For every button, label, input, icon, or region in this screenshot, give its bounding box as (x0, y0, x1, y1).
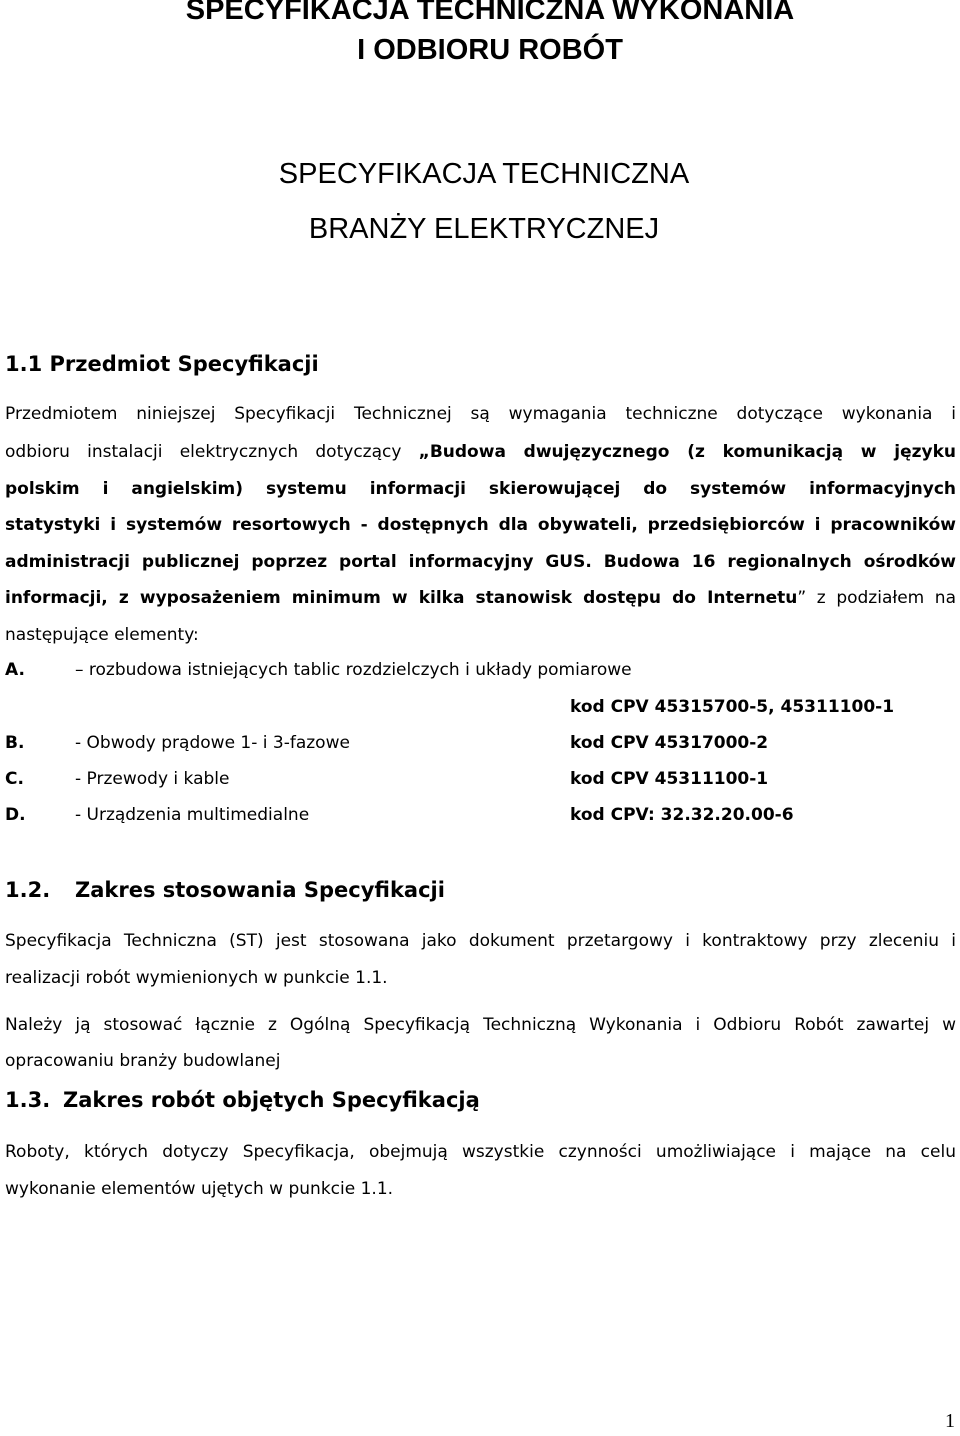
section-1-1-line2 (5, 434, 956, 470)
line6-bold-text: informacji, z wyposażeniem minimum w kilka stanowisk dostępu do Internetu (5, 588, 798, 608)
section-1-3-p1-line2: wykonanie elementów ujętych w punkcie 1.1. (5, 1179, 394, 1199)
item-b-text: - Obwody prądowe 1- i 3-fazowe (75, 733, 350, 753)
section-1-3-number: 1.3. (5, 1088, 51, 1112)
item-a-code: kod CPV 45315700-5, 45311100-1 (570, 697, 895, 717)
section-1-1-heading: 1.1 Przedmiot Specyfikacji (5, 352, 319, 376)
line2-bold-text: „Budowa dwujęzycznego (z komunikacją w języku (418, 442, 956, 462)
item-b-letter: B. (5, 733, 25, 753)
item-c-letter: C. (5, 769, 24, 789)
section-1-2-p1-line2: realizacji robót wymienionych w punkcie 1.1. (5, 968, 388, 988)
section-1-1-line5 (5, 544, 956, 580)
line5-bold-text: administracji publicznej poprzez portal informacyjny GUS. (5, 552, 592, 572)
document-subtitle-line1: SPECYFIKACJA TECHNICZNA (278, 158, 690, 190)
section-1-2-number: 1.2. (5, 878, 51, 902)
section-1-3-heading: Zakres robót objętych Specyfikacją (63, 1088, 480, 1112)
section-1-2-p2-line1: Należy ją stosować łącznie z Ogólną Specyfikacją Techniczną Wykonania i Odbioru Robót zawartej w (5, 1015, 956, 1035)
section-1-2-p2-line2: opracowaniu branży budowlanej (5, 1051, 281, 1071)
document-subtitle-line2: BRANŻY ELEKTRYCZNEJ (308, 213, 660, 245)
section-1-1-line1: Przedmiotem niniejszej Specyfikacji Technicznej są wymagania techniczne dotyczące wykonania i (5, 404, 956, 424)
item-d-letter: D. (5, 805, 26, 825)
document-title-line2: I ODBIORU ROBÓT (357, 34, 623, 66)
line6-normal-text: ” z podziałem na (797, 588, 956, 608)
section-1-2-p1-line1: Specyfikacja Techniczna (ST) jest stosowana jako dokument przetargowy i kontraktowy przy zleceniu i (5, 931, 956, 951)
section-1-1-line6 (5, 580, 956, 616)
item-c-text: - Przewody i kable (75, 769, 230, 789)
item-c-code: kod CPV 45311100-1 (570, 769, 769, 789)
document-title-line1: SPECYFIKACJA TECHNICZNA WYKONANIA (185, 0, 795, 26)
section-1-1-line4: statystyki i systemów resortowych - dostępnych dla obywateli, przedsiębiorców i pracowników (5, 515, 956, 535)
section-1-1-line7: następujące elementy: (5, 625, 199, 645)
section-1-3-p1-line1: Roboty, których dotyczy Specyfikacja, obejmują wszystkie czynności umożliwiające i mające na celu (5, 1142, 956, 1162)
line2-normal-text: odbioru instalacji elektrycznych dotyczący (5, 442, 419, 462)
item-d-code: kod CPV: 32.32.20.00-6 (570, 805, 794, 825)
item-b-code: kod CPV 45317000-2 (570, 733, 769, 753)
item-a-text: – rozbudowa istniejących tablic rozdzielczych i układy pomiarowe (75, 660, 632, 680)
item-a-letter: A. (5, 660, 25, 680)
section-1-2-heading: Zakres stosowania Specyfikacji (75, 878, 445, 902)
section-1-1-line3: polskim i angielskim) systemu informacji skierowującej do systemów informacyjnych (5, 479, 956, 499)
item-d-text: - Urządzenia multimedialne (75, 805, 310, 825)
line5-bold-text-2: Budowa 16 regionalnych ośrodków (591, 552, 956, 572)
page-number: 1 (945, 1410, 955, 1432)
